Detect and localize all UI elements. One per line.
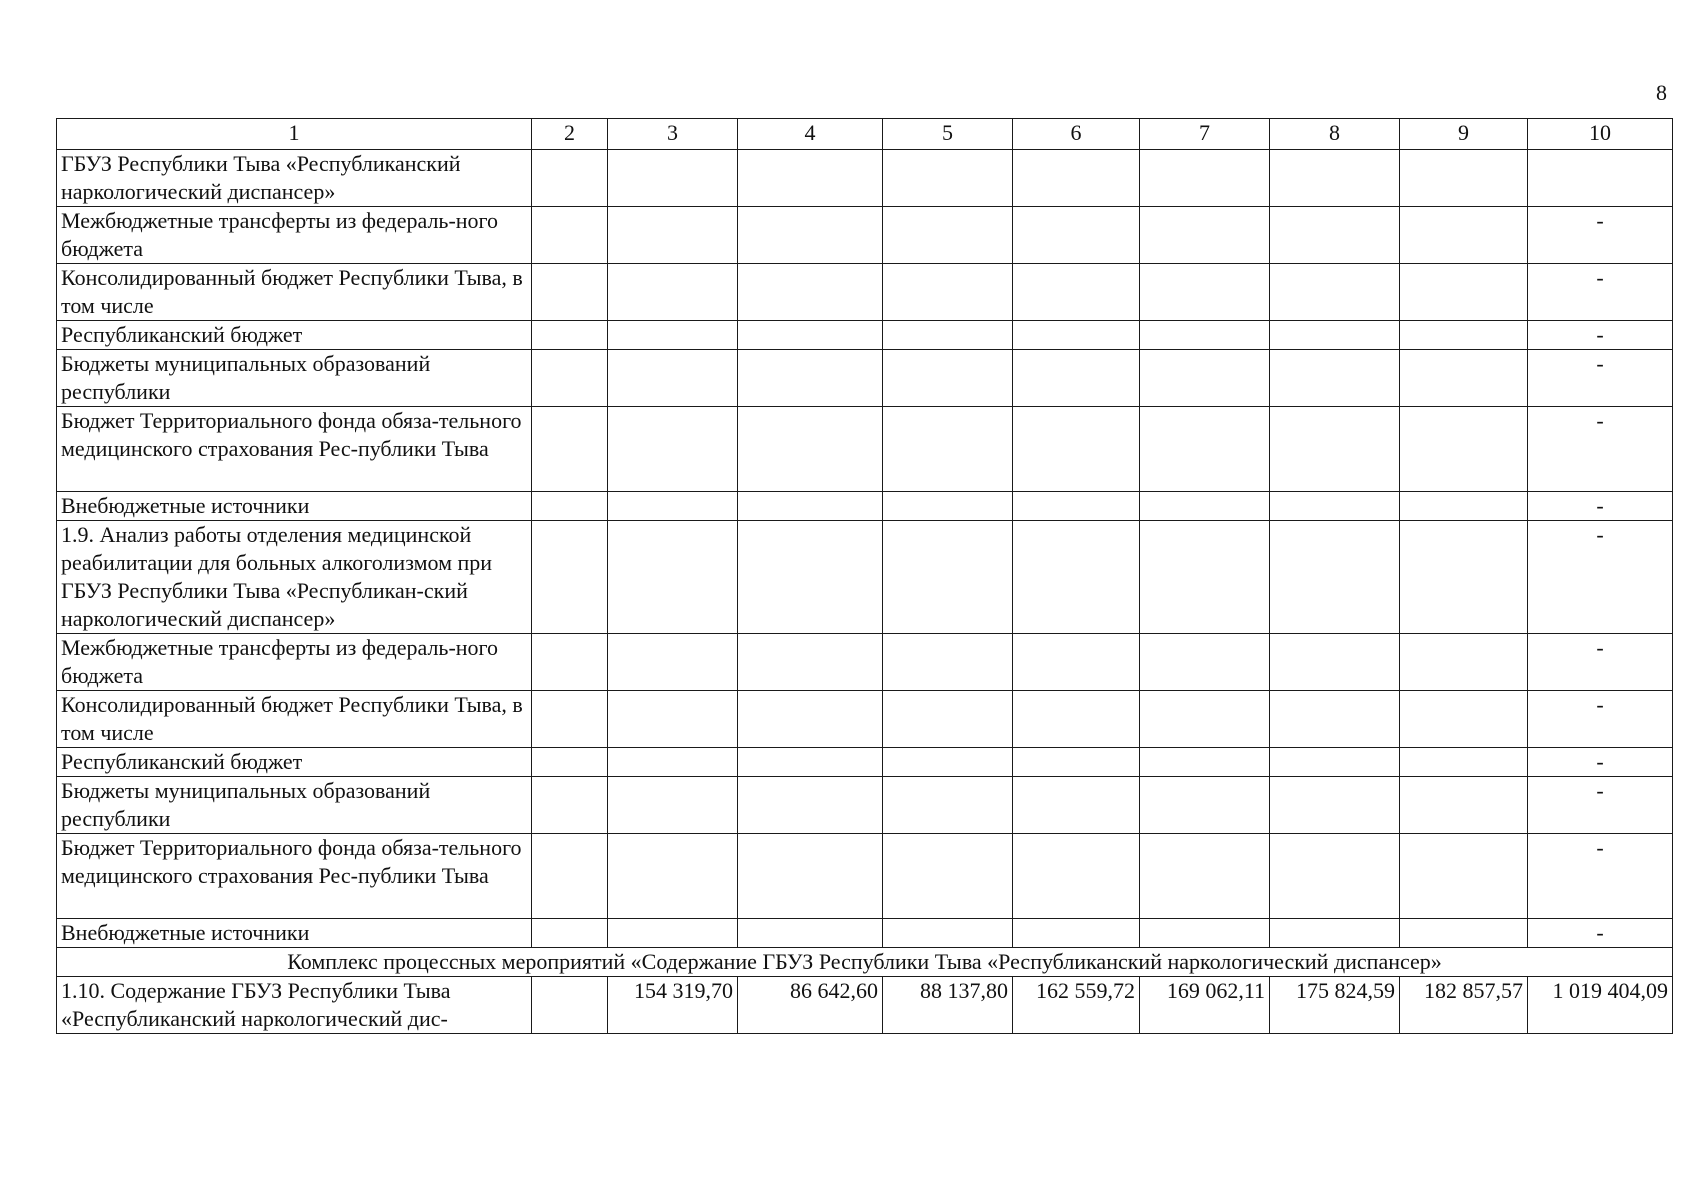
value-cell: 182 857,57: [1400, 977, 1528, 1034]
total-cell: -: [1528, 521, 1673, 634]
total-cell: -: [1528, 321, 1673, 350]
row-label: 1.9. Анализ работы отделения медицинской реабилитации для больных алкоголизмом при ГБУЗ Республики Тыва «Республикан-ский наркологический диспансер»: [57, 521, 532, 634]
table-row: [57, 834, 1673, 919]
total-cell: -: [1528, 350, 1673, 407]
total-cell: -: [1528, 834, 1673, 919]
section-header: Комплекс процессных мероприятий «Содержание ГБУЗ Республики Тыва «Республиканский наркологический диспансер»: [57, 948, 1673, 977]
value-cell: 154 319,70: [608, 977, 738, 1034]
row-label: Межбюджетные трансферты из федераль-ного бюджета: [57, 634, 532, 691]
column-header: 9: [1400, 119, 1528, 150]
total-cell: 1 019 404,09: [1528, 977, 1673, 1034]
total-cell: -: [1528, 207, 1673, 264]
table-row: [57, 977, 1673, 1034]
column-header: 6: [1013, 119, 1140, 150]
row-label: Внебюджетные источники: [57, 919, 532, 948]
row-label: ГБУЗ Республики Тыва «Республиканский наркологический диспансер»: [57, 150, 532, 207]
value-cell: 88 137,80: [883, 977, 1013, 1034]
total-cell: -: [1528, 691, 1673, 748]
total-cell: -: [1528, 264, 1673, 321]
column-header: 8: [1270, 119, 1400, 150]
column-header: 3: [608, 119, 738, 150]
row-label: Консолидированный бюджет Республики Тыва, в том числе: [57, 264, 532, 321]
row-label: Бюджеты муниципальных образований республики: [57, 777, 532, 834]
total-cell: -: [1528, 634, 1673, 691]
row-label: Республиканский бюджет: [57, 321, 532, 350]
total-cell: -: [1528, 777, 1673, 834]
total-cell: -: [1528, 748, 1673, 777]
column-header: 10: [1528, 119, 1673, 150]
total-cell: -: [1528, 919, 1673, 948]
table-row: [57, 748, 1673, 777]
table-row: [57, 207, 1673, 264]
table-row: [57, 691, 1673, 748]
column-header: 1: [57, 119, 532, 150]
value-cell: 86 642,60: [738, 977, 883, 1034]
section-header-row: [57, 948, 1673, 977]
column-number-row: [57, 119, 1673, 150]
total-cell: -: [1528, 407, 1673, 492]
row-label: 1.10. Содержание ГБУЗ Республики Тыва «Республиканский наркологический дис-: [57, 977, 532, 1034]
value-cell: 162 559,72: [1013, 977, 1140, 1034]
column-header: 2: [532, 119, 608, 150]
table-row: [57, 634, 1673, 691]
total-cell: [1528, 150, 1673, 207]
table-row: [57, 350, 1673, 407]
value-cell: 175 824,59: [1270, 977, 1400, 1034]
table-row: [57, 321, 1673, 350]
row-label: Консолидированный бюджет Республики Тыва, в том числе: [57, 691, 532, 748]
row-label: Бюджет Территориального фонда обяза-тельного медицинского страхования Рес-публики Тыва: [57, 407, 532, 492]
total-cell: -: [1528, 492, 1673, 521]
column-header: 7: [1140, 119, 1270, 150]
column-header: 5: [883, 119, 1013, 150]
table-row: [57, 492, 1673, 521]
column-header: 4: [738, 119, 883, 150]
table-row: [57, 407, 1673, 492]
budget-table: [56, 118, 1673, 1034]
row-label: Бюджет Территориального фонда обяза-тельного медицинского страхования Рес-публики Тыва: [57, 834, 532, 919]
table-row: [57, 777, 1673, 834]
row-label: Внебюджетные источники: [57, 492, 532, 521]
row-label: Республиканский бюджет: [57, 748, 532, 777]
table-row: [57, 150, 1673, 207]
value-cell: 169 062,11: [1140, 977, 1270, 1034]
table-row: [57, 521, 1673, 634]
row-label: Межбюджетные трансферты из федераль-ного бюджета: [57, 207, 532, 264]
page-number: 8: [1656, 80, 1667, 105]
value-cell: [532, 977, 608, 1034]
row-label: Бюджеты муниципальных образований республики: [57, 350, 532, 407]
table-row: [57, 264, 1673, 321]
table-row: [57, 919, 1673, 948]
